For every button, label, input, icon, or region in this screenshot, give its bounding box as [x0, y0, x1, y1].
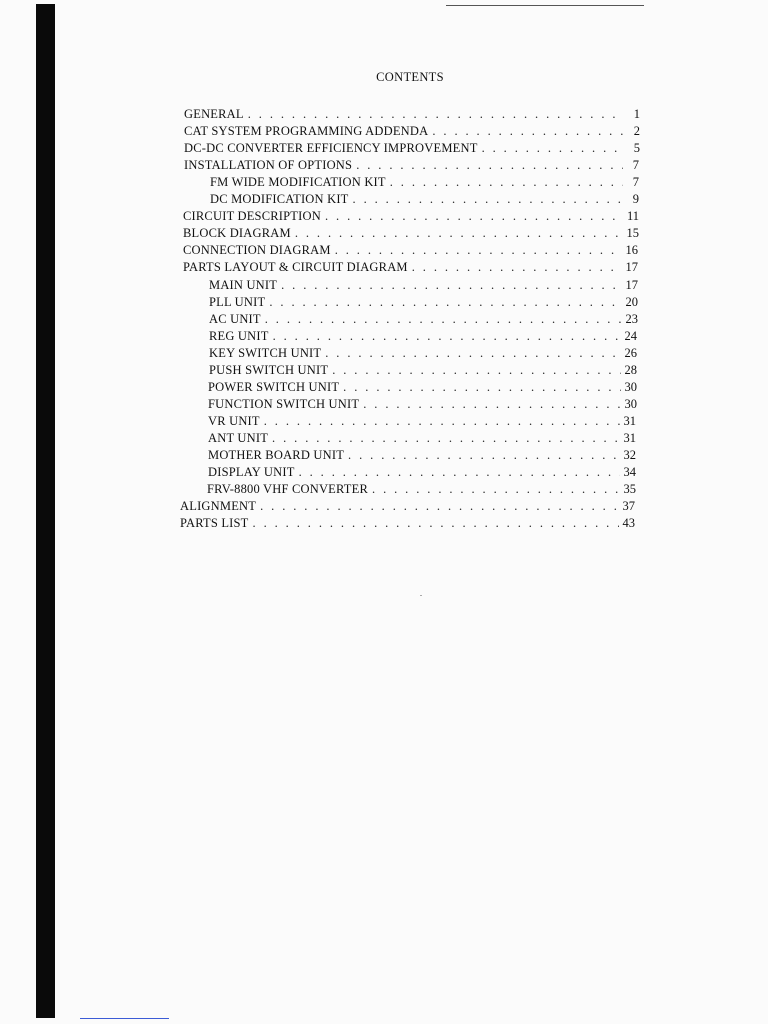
toc-entry-page-number: 15: [626, 226, 639, 240]
toc-leader-dots: [281, 277, 621, 294]
toc-entry: [208, 430, 636, 447]
toc-leader-dots: [390, 174, 623, 191]
toc-entry-page-number: 43: [622, 516, 635, 530]
toc-entry-label: BLOCK DIAGRAM: [183, 226, 291, 240]
toc-entry-label: CIRCUIT DESCRIPTION: [183, 209, 321, 223]
toc-entry-label: PUSH SWITCH UNIT: [209, 363, 329, 377]
toc-entry-page-number: 28: [624, 363, 637, 377]
toc-entry: [208, 464, 636, 481]
toc-leader-dots: [348, 447, 619, 464]
toc-leader-dots: [335, 242, 622, 259]
toc-entry-page-number: 24: [624, 329, 637, 343]
toc-entry-label: CONNECTION DIAGRAM: [183, 243, 331, 257]
toc-entry: [209, 328, 637, 345]
toc-entry-page-number: 34: [623, 465, 636, 479]
toc-entry-page-number: 31: [623, 414, 636, 428]
toc-entry-label: DC MODIFICATION KIT: [210, 192, 349, 206]
toc-leader-dots: [482, 140, 624, 157]
toc-entry-page-number: 20: [625, 295, 638, 309]
toc-entry: [183, 208, 639, 225]
toc-entry-label: MAIN UNIT: [209, 278, 278, 292]
toc-entry: [184, 123, 640, 140]
toc-leader-dots: [295, 225, 623, 242]
toc-entry: [184, 140, 640, 157]
toc-entry-page-number: 35: [623, 482, 636, 496]
toc-leader-dots: [325, 345, 620, 362]
toc-entry-label: PLL UNIT: [209, 295, 266, 309]
toc-leader-dots: [325, 208, 623, 225]
toc-entry-page-number: 30: [624, 380, 637, 394]
toc-entry: [184, 157, 639, 174]
toc-entry-label: INSTALLATION OF OPTIONS: [184, 158, 353, 172]
toc-leader-dots: [273, 328, 621, 345]
toc-leader-dots: [248, 106, 624, 123]
toc-entry-label: ANT UNIT: [208, 431, 269, 445]
toc-leader-dots: [363, 396, 620, 413]
toc-entry-page-number: 32: [623, 448, 636, 462]
toc-entry-label: FUNCTION SWITCH UNIT: [208, 397, 360, 411]
toc-entry-label: MOTHER BOARD UNIT: [208, 448, 345, 462]
toc-entry: [209, 345, 637, 362]
toc-leader-dots: [353, 191, 623, 208]
contents-heading: CONTENTS: [376, 70, 444, 84]
toc-leader-dots: [356, 157, 623, 174]
toc-entry-page-number: 26: [624, 346, 637, 360]
toc-entry-page-number: 37: [622, 499, 635, 513]
toc-entry: [210, 174, 639, 191]
toc-entry: [180, 498, 635, 515]
toc-leader-dots: [260, 498, 618, 515]
toc-entry: [208, 396, 637, 413]
toc-entry-label: AC UNIT: [209, 312, 261, 326]
toc-entry-page-number: 17: [625, 260, 638, 274]
toc-entry-page-number: 1: [633, 107, 640, 121]
toc-entry: [208, 447, 636, 464]
toc-entry-label: PARTS LIST: [180, 516, 249, 530]
toc-entry-page-number: 16: [625, 243, 638, 257]
toc-entry-label: REG UNIT: [209, 329, 269, 343]
toc-leader-dots: [412, 259, 622, 276]
toc-entry-label: GENERAL: [184, 107, 244, 121]
toc-entry-page-number: 7: [632, 158, 639, 172]
toc-entry: [209, 294, 638, 311]
toc-leader-dots: [272, 430, 619, 447]
toc-entry-label: DISPLAY UNIT: [208, 465, 295, 479]
toc-entry-page-number: 2: [633, 124, 640, 138]
toc-entry: [209, 311, 638, 328]
toc-leader-dots: [343, 379, 620, 396]
toc-leader-dots: [372, 481, 619, 498]
toc-entry-label: ALIGNMENT: [180, 499, 257, 513]
toc-entry-page-number: 5: [633, 141, 640, 155]
toc-entry: [208, 379, 637, 396]
toc-leader-dots: [253, 515, 619, 532]
toc-entry-page-number: 30: [624, 397, 637, 411]
toc-entry: [209, 277, 638, 294]
toc-entry: [210, 191, 639, 208]
toc-leader-dots: [264, 413, 620, 430]
toc-entry: [183, 259, 638, 276]
toc-entry: [180, 515, 635, 532]
toc-entry-page-number: 31: [623, 431, 636, 445]
toc-leader-dots: [299, 464, 620, 481]
toc-entry-label: DC-DC CONVERTER EFFICIENCY IMPROVEMENT: [184, 141, 478, 155]
toc-entry-label: FRV-8800 VHF CONVERTER: [207, 482, 369, 496]
toc-entry-page-number: 23: [625, 312, 638, 326]
toc-entry-page-number: 11: [626, 209, 639, 223]
toc-entry: [183, 242, 638, 259]
toc-entry-page-number: 7: [632, 175, 639, 189]
toc-entry: [207, 481, 636, 498]
toc-leader-dots: [269, 294, 621, 311]
toc-entry-label: PARTS LAYOUT & CIRCUIT DIAGRAM: [183, 260, 408, 274]
toc-entry-page-number: 17: [625, 278, 638, 292]
toc-leader-dots: [432, 123, 624, 140]
toc-entry-label: VR UNIT: [208, 414, 260, 428]
toc-entry: [183, 225, 639, 242]
toc-entry-label: KEY SWITCH UNIT: [209, 346, 322, 360]
toc-entry-label: POWER SWITCH UNIT: [208, 380, 340, 394]
toc-entry: [209, 362, 637, 379]
toc-entry: [208, 413, 636, 430]
footer-link-underline[interactable]: [80, 1018, 169, 1019]
toc-leader-dots: [332, 362, 620, 379]
toc-leader-dots: [265, 311, 622, 328]
toc-entry: [184, 106, 640, 123]
toc-entry-page-number: 9: [632, 192, 639, 206]
toc-entry-label: CAT SYSTEM PROGRAMMING ADDENDA: [184, 124, 429, 138]
toc-entry-label: FM WIDE MODIFICATION KIT: [210, 175, 386, 189]
